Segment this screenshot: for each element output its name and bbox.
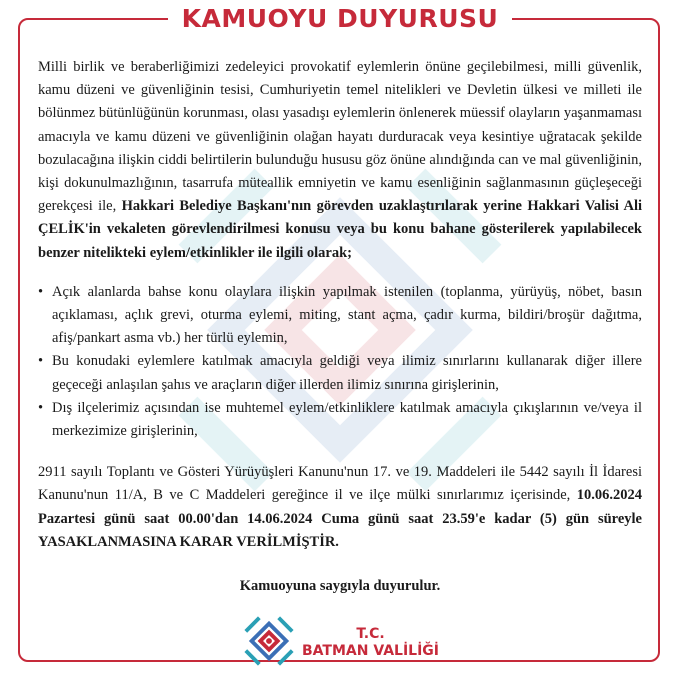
decision-paragraph <box>38 461 642 554</box>
list-item: • Dış ilçelerimiz açısından ise muhtemel eylem/etkinliklere katılmak amacıyla çıkışlarının ve/veya il merkezimize girişlerinin, <box>38 397 642 443</box>
intro-bold-text: Hakkari Belediye Başkanı'nın görevden uzaklaştırılarak yerine Hakkari Valisi Ali ÇELİK'in vekaleten görevlendirilmesi konusu veya bu konu bahane gösterilerek yapılabilecek benzer nitelikteki eylem/etkinlikler ile ilgili olarak; <box>38 198 643 261</box>
logo-tc: T.C. <box>356 626 385 642</box>
intro-paragraph <box>38 56 642 265</box>
decision-bold-text: 10.06.2024 Pazartesi günü saat 00.00'dan 14.06.2024 Cuma günü saat 23.59'e kadar (5) gün süreyle YASAKLANMASINA KARAR VERİLMİŞTİR. <box>38 487 642 550</box>
intro-text: Milli birlik ve beraberliğimizi zedeleyici provokatif eylemlerin önüne geçilebilmesi, milli güvenlik, kamu düzeni ve güvenliğinin tesisi, Cumhuriyetin temel nitelikleri ve Devletin ülkesi ve milleti ile bölünmez bütünlüğünün korunması, olası yasadışı eylemlerin önlenerek müessif olayların yaşanmaması amacıyla ve kamu düzeni ve güvenliğinin olağan hayatı durduracak veya kesintiye uğratacak şekilde bozulacağına ilişkin ciddi belirtilerin bulunduğu hususu göz önüne alındığında can ve mal güvenliğinin, kişi dokunulmazlığının, tasarrufa müteallik emniyetin ve kamu esenliğinin sağlanmasının güçleşeceği gerekçesi ile, <box>38 59 642 215</box>
list-item: • Bu konudaki eylemlere katılmak amacıyla geldiği veya ilimiz sınırlarını kullanarak diğer illere geçeceği anlaşılan şahıs ve araçların diğer illerden ilimiz sınırına girişlerinin, <box>38 350 642 396</box>
logo-name: BATMAN VALİLİĞİ <box>302 643 440 659</box>
page-title: KAMUOYU DUYURUSU <box>168 4 513 34</box>
list-item: • Açık alanlarda bahse konu olaylara ilişkin yapılmak istenilen (toplanma, yürüyüş, nöbet, basın açıklaması, açlık grevi, oturma eylemi, miting, stant açma, çadır kurma, bildiri/broşür dağıtma, afiş/pankart asma vb.) her türlü eylemin, <box>38 281 642 351</box>
announcement-body <box>38 56 642 554</box>
prohibited-items-list <box>38 281 642 443</box>
title-wrap <box>0 4 680 34</box>
logo-text <box>302 626 439 660</box>
batman-governorship-emblem-icon <box>240 612 298 670</box>
decision-text: 2911 sayılı Toplantı ve Gösteri Yürüyüşleri Kanunu'nun 17. ve 19. Maddeleri ile 5442 sayılı İl İdaresi Kanunu'nun 11/A, B ve C Maddeleri gereğince il ve ilçe mülki sınırlarımız içerisinde, <box>38 464 642 504</box>
governorship-logo <box>240 612 440 672</box>
closing-text: Kamuoyuna saygıyla duyurulur. <box>239 578 441 594</box>
